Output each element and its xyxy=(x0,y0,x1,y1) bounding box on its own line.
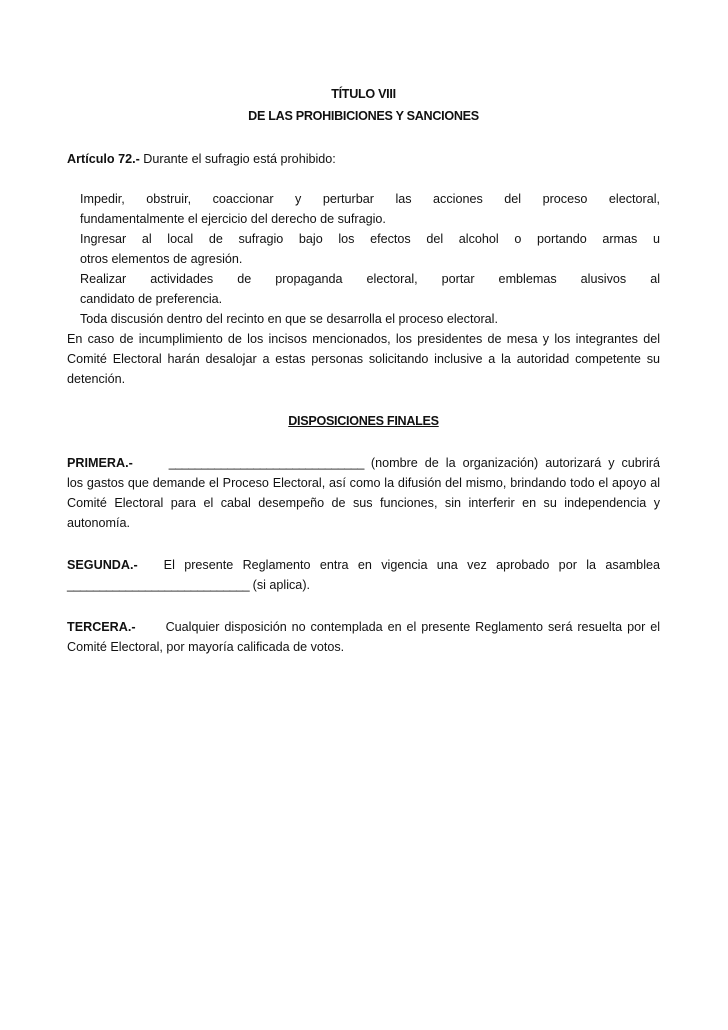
organization-name-blank: ______________________________ xyxy=(168,456,364,470)
list-item-line1: Impedir, obstruir, coaccionar y perturbar las acciones del proceso electoral, xyxy=(80,192,660,206)
list-item-line2: otros elementos de agresión. xyxy=(80,252,243,266)
article-72-intro-text: Durante el sufragio está prohibido: xyxy=(139,152,336,166)
document-body xyxy=(67,84,660,657)
list-item-line1: Ingresar al local de sufragio bajo los efectos del alcohol o portando armas u xyxy=(80,232,660,246)
provision-segunda-text1: El presente Reglamento entra en vigencia una vez aprobado por la asamblea xyxy=(163,558,660,572)
list-item-line2: candidato de preferencia. xyxy=(80,292,223,306)
provision-primera-text1: (nombre de la organización) autorizará y cubrirá xyxy=(363,456,660,470)
final-provisions-heading: DISPOSICIONES FINALES xyxy=(288,414,439,428)
provision-segunda-tail: (si aplica). xyxy=(249,578,311,592)
list-item-line2: fundamentalmente el ejercicio del derecho de sufragio. xyxy=(80,212,386,226)
list-item xyxy=(67,229,660,269)
list-item xyxy=(67,189,660,229)
provision-segunda-label: SEGUNDA.- xyxy=(67,558,138,572)
assembly-blank: ____________________________ xyxy=(67,578,250,592)
provision-primera-line1 xyxy=(67,453,660,473)
provision-segunda-line1 xyxy=(67,555,660,575)
article-72-intro xyxy=(67,149,660,169)
provision-segunda-line2 xyxy=(67,575,660,595)
provision-tercera-label: TERCERA.- xyxy=(67,620,136,634)
title-number: TÍTULO VIII xyxy=(331,87,396,101)
list-item-line1: Realizar actividades de propaganda electoral, portar emblemas alusivos al xyxy=(80,272,660,286)
list-item xyxy=(67,269,660,309)
provision-segunda xyxy=(67,555,660,595)
prohibitions-list xyxy=(67,189,660,329)
provision-primera xyxy=(67,453,660,533)
provision-primera-label: PRIMERA.- xyxy=(67,456,133,470)
provision-tercera-text: Cualquier disposición no contemplada en el presente Reglamento será resuelta por el Comité Electoral, por mayoría calificada de votos. xyxy=(67,620,660,654)
provision-tercera xyxy=(67,617,660,657)
provision-primera-text2: los gastos que demande el Proceso Electoral, así como la difusión del mismo, brindando todo el apoyo al Comité Electoral para el cabal desempeño de sus funciones, sin interferir en su independencia y autonomía. xyxy=(67,476,660,530)
article-72-closing: En caso de incumplimiento de los incisos mencionados, los presidentes de mesa y los integrantes del Comité Electoral harán desalojar a estas personas solicitando inclusive a la autoridad competente su detención. xyxy=(67,332,660,386)
article-72-label: Artículo 72.- xyxy=(67,152,140,166)
list-item: Toda discusión dentro del recinto en que se desarrolla el proceso electoral. xyxy=(80,312,498,326)
title-heading: DE LAS PROHIBICIONES Y SANCIONES xyxy=(248,109,479,123)
